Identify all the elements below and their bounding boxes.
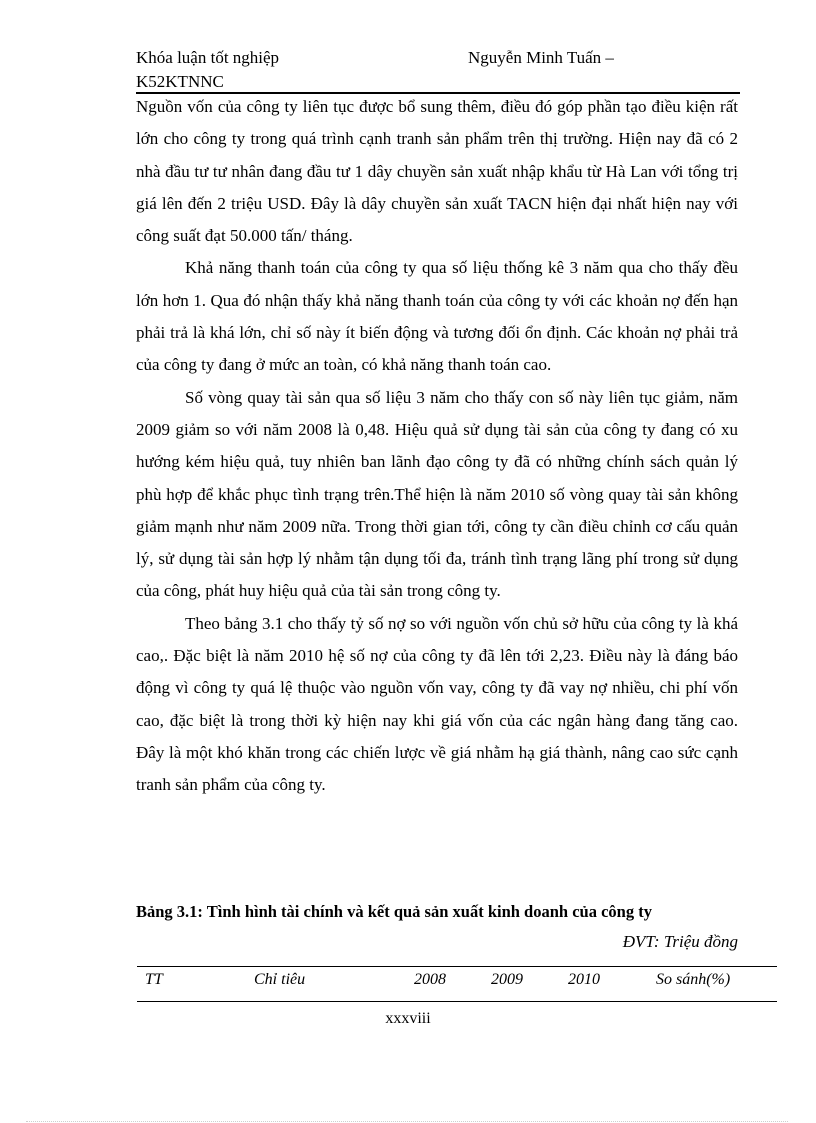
col-2009: 2009 [491, 971, 523, 988]
class-code: K52KTNNC [136, 72, 224, 91]
document-body [136, 91, 738, 802]
paragraph-capital: Nguồn vốn của công ty liên tục được bổ sung thêm, điều đó góp phần tạo điều kiện rất lớn cho công ty trong quá trình cạnh tranh sản phẩm trên thị trường. Hiện nay đã có 2 nhà đầu tư tư nhân đang đầu tư 1 dây chuyền sản xuất nhập khẩu từ Hà Lan với tổng trị giá lên đến 2 triệu USD. Đây là dây chuyền sản xuất TACN hiện đại nhất hiện nay với công suất đạt 50.000 tấn/ tháng. [136, 97, 738, 246]
header-left [136, 46, 279, 94]
author-name: Nguyễn Minh Tuấn – [468, 48, 614, 67]
col-2008: 2008 [414, 971, 446, 988]
thesis-label: Khóa luận tốt nghiệp [136, 48, 280, 67]
paragraph-liquidity: Khả năng thanh toán của công ty qua số liệu thống kê 3 năm qua cho thấy đều lớn hơn 1. Qua đó nhận thấy khả năng thanh toán của công ty với các khoản nợ đến hạn phải trả là khá lớn, chỉ số này ít biến động và tương đối ổn định. Các khoản nợ phải trả của công ty đang ở mức an toàn, có khả năng thanh toán cao. [136, 258, 738, 375]
col-2010: 2010 [568, 971, 600, 988]
paragraph-debt-ratio: Theo bảng 3.1 cho thấy tỷ số nợ so với nguồn vốn chủ sở hữu của công ty là khá cao,. Đặc biệt là năm 2010 hệ số nợ của công ty đã lên tới 2,23. Điều này là đáng báo động vì công ty quá lệ thuộc vào nguồn vốn vay, công ty đã vay nợ nhiều, chi phí vốn cao, đặc biệt là trong thời kỳ hiện nay khi giá vốn của các ngân hàng đang tăng cao. Đây là một khó khăn trong các chiến lược về giá nhằm hạ giá thành, nâng cao sức cạnh tranh sản phẩm của công ty. [136, 613, 738, 795]
page-number: xxxviii [385, 1010, 431, 1027]
paragraph-asset-turnover: Số vòng quay tài sản qua số liệu 3 năm cho thấy con số này liên tục giảm, năm 2009 giảm so với năm 2008 là 0,48. Hiệu quả sử dụng tài sản của công ty đang có xu hướng kém hiệu quả, tuy nhiên ban lãnh đạo công ty đã có những chính sách quản lý phù hợp để khắc phục tình trạng trên.Thể hiện là năm 2010 số vòng quay tài sản không giảm mạnh như năm 2009 nữa. Trong thời gian tới, công ty cần điều chỉnh cơ cấu quản lý, sử dụng tài sản hợp lý nhằm tận dụng tối đa, tránh tình trạng lãng phí trong sử dụng của công, phát huy hiệu quả của tài sản trong công ty. [136, 387, 738, 601]
col-indicator: Chỉ tiêu [254, 971, 306, 988]
table-unit: ĐVT: Triệu đồng [622, 932, 738, 951]
table-title: Bảng 3.1: Tình hình tài chính và kết quả sản xuất kinh doanh của công ty [136, 902, 652, 921]
col-comparison: So sánh(%) [656, 971, 731, 988]
col-tt: TT [145, 971, 163, 988]
page-header [136, 44, 740, 94]
table-header-row [137, 966, 777, 1002]
page-bottom-divider [26, 1121, 788, 1122]
